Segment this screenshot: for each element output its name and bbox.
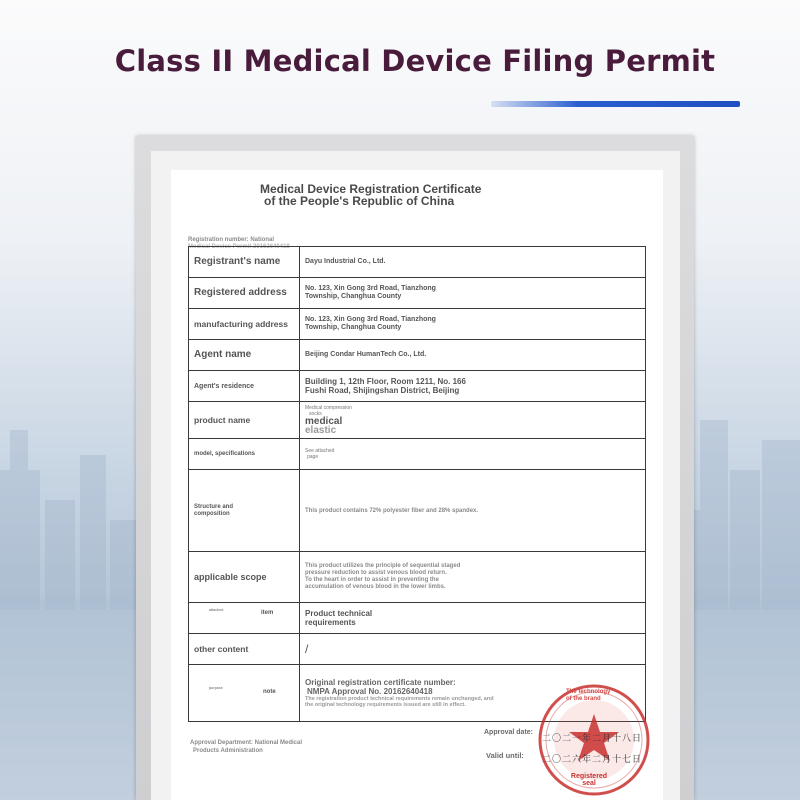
applicable-scope-line3: To the heart in order to assist in preventing the [305,577,439,583]
note-value-line1: Original registration certificate number: [305,678,456,687]
product-name-value [300,402,646,439]
model-specifications-label: model, specifications [189,439,300,470]
model-specifications-line1: See attached [305,448,335,454]
agent-residence-line1: Building 1, 12th Floor, Room 1211, No. 166 [305,377,466,386]
registrant-name-value: Dayu Industrial Co., Ltd. [300,247,646,278]
table-row-structure [189,470,646,552]
page-title: Class II Medical Device Filing Permit [114,44,716,78]
structure-composition-label [189,470,300,552]
note-value-line4: the original technology requirements issued are still in effect. [305,702,466,708]
structure-label-line2: composition [194,510,230,517]
agent-name-label: Agent name [189,340,300,371]
item-label-tiny: attached [209,608,224,612]
approval-department-line2: Products Administration [193,748,263,754]
manufacturing-address-label: manufacturing address [189,309,300,340]
model-specifications-line2: page [307,454,319,460]
applicable-scope-line2: pressure reduction to assist venous blood return. [305,570,447,576]
item-label-cell [189,603,300,634]
table-row-agent-residence [189,371,646,402]
registered-address-label: Registered address [189,278,300,309]
certificate-table [188,246,646,722]
manufacturing-address-value [300,309,646,340]
certificate-title-line1: Medical Device Registration Certificate [260,182,482,196]
registration-number-value: Medical Device Permit 20162640418 [188,244,290,250]
registered-address-line1: No. 123, Xin Gong 3rd Road, Tianzhong [305,285,436,292]
product-name-small-line2: socks [309,411,322,417]
model-specifications-value [300,439,646,470]
product-name-line2: elastic [305,425,337,436]
item-value-line1: Product technical [305,609,373,618]
registration-number-label: Registration number: National [188,237,275,243]
note-label: note [263,689,276,695]
table-row-model [189,439,646,470]
registered-address-value [300,278,646,309]
item-label: item [261,610,274,616]
table-row-registrant [189,247,646,278]
table-row-agent-name [189,340,646,371]
agent-residence-value [300,371,646,402]
note-value-line2: NMPA Approval No. 20162640418 [307,687,433,696]
item-value-line2: requirements [305,618,356,627]
valid-until-label: Valid until: [486,751,524,760]
agent-residence-line2: Fushi Road, Shijingshan District, Beijing [305,386,460,395]
approval-date-label: Approval date: [484,729,534,736]
seal-text: Registered seal [570,773,608,787]
title-underline [491,101,740,107]
table-row-registered-address [189,278,646,309]
table-row-scope [189,552,646,603]
applicable-scope-value [300,552,646,603]
agent-residence-label: Agent's residence [189,371,300,402]
certificate-title [260,183,550,207]
approval-department [190,739,302,755]
table-row-item [189,603,646,634]
product-name-line1: medical [305,416,343,427]
seal-annotation [566,689,610,703]
manufacturing-address-line2: Township, Changhua County [305,324,402,331]
applicable-scope-label: applicable scope [189,552,300,603]
registered-address-line2: Township, Changhua County [305,293,402,300]
structure-label-line1: Structure and [194,503,234,510]
manufacturing-address-line1: No. 123, Xin Gong 3rd Road, Tianzhong [305,316,436,323]
product-name-small-line1: Medical compression [305,405,352,411]
table-row-manufacturing-address [189,309,646,340]
note-label-tiny: purpose [209,686,223,690]
table-row-other [189,634,646,665]
certificate-title-line2: of the People's Republic of China [264,194,455,208]
note-value-line3: The registration product technical requirements remain unchanged, and [305,696,494,702]
seal-annotation-line1: The technology [566,689,611,695]
structure-composition-value: This product contains 72% polyester fiber and 28% spandex. [300,470,646,552]
applicable-scope-line4: accumulation of venous blood in the lower limbs. [305,584,446,590]
registrant-name-label: Registrant's name [189,247,300,278]
item-value [300,603,646,634]
product-name-label: product name [189,402,300,439]
applicable-scope-line1: This product utilizes the principle of sequential staged [305,563,461,569]
agent-name-value: Beijing Condar HumanTech Co., Ltd. [300,340,646,371]
valid-until-value: 二〇二六年二月十七日 [542,754,643,764]
table-row-product-name [189,402,646,439]
approval-date-value: 二〇二一年二月十八日 [542,733,643,743]
approval-department-line1: Approval Department: National Medical [190,740,303,746]
note-label-cell [189,665,300,722]
seal-annotation-line2: of the brand [566,696,601,702]
other-content-label: other content [189,634,300,665]
other-content-value: / [300,634,646,665]
